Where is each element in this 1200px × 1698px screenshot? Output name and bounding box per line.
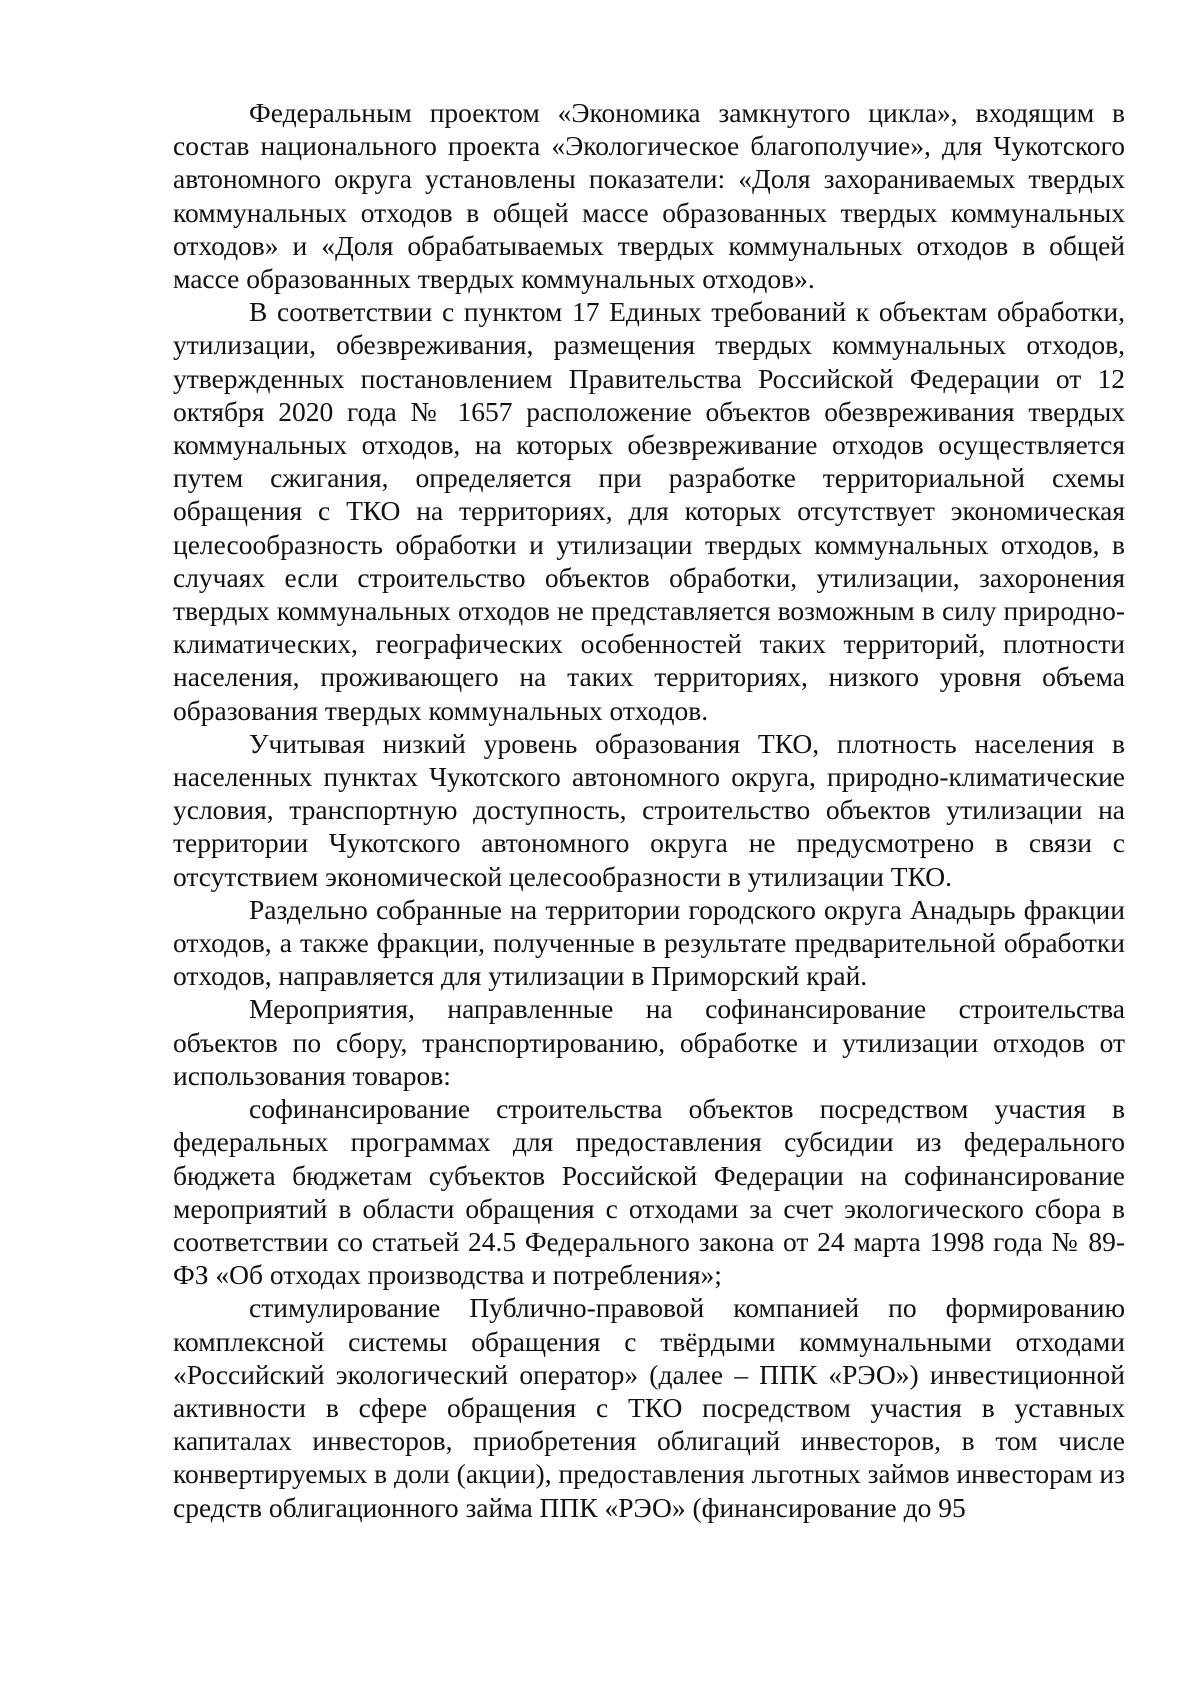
paragraph-cofinancing: софинансирование строительства объектов посредством участия в федеральных программах для предоставления субсидии из федерального бюджета бюджетам субъектов Российской Федерации на софинансирование мероприятий в области обращения с отходами за счет экологического сбора в соответствии со статьей 24.5 Федерального закона от 24 марта 1998 года № 89-ФЗ «Об отходах производства и потребления»;: [173, 1093, 1125, 1291]
paragraph-measures-intro: Мероприятия, направленные на софинансирование строительства объектов по сбору, транспортированию, обработке и утилизации отходов от использования товаров:: [173, 993, 1125, 1091]
paragraph-low-waste-level: Учитывая низкий уровень образования ТКО, плотность населения в населенных пунктах Чукотского автономного округа, природно-климатические условия, транспортную доступность, строительство объектов утилизации на территории Чукотского автономного округа не предусмотрено в связи с отсутствием экономической целесообразности в утилизации ТКО.: [173, 727, 1125, 892]
paragraph-federal-project: Федеральным проектом «Экономика замкнутого цикла», входящим в состав национального проекта «Экологическое благополучие», для Чукотского автономного округа установлены показатели: «Доля захораниваемых твердых коммунальных отходов в общей массе образованных твердых коммунальных отходов» и «Доля обрабатываемых твердых коммунальных отходов в общей массе образованных твердых коммунальных отходов».: [173, 97, 1125, 295]
paragraph-anadyr-fractions: Раздельно собранные на территории городского округа Анадырь фракции отходов, а также фракции, полученные в результате предварительной обработки отходов, направляется для утилизации в Приморский край.: [173, 893, 1125, 992]
paragraph-unified-requirements: В соответствии с пунктом 17 Единых требований к объектам обработки, утилизации, обезвреживания, размещения твердых коммунальных отходов, утвержденных постановлением Правительства Российской Федерации от 12 октября 2020 года № 1657 расположение объектов обезвреживания твердых коммунальных отходов, на которых обезвреживание отходов осуществляется путем сжигания, определяется при разработке территориальной схемы обращения с ТКО на территориях, для которых отсутствует экономическая целесообразность обработки и утилизации твердых коммунальных отходов, в случаях если строительство объектов обработки, утилизации, захоронения твердых коммунальных отходов не представляется возможным в силу природно-климатических, географических особенностей таких территорий, плотности населения, проживающего на таких территориях, низкого уровня объема образования твердых коммунальных отходов.: [173, 296, 1125, 726]
paragraph-reo-stimulation: стимулирование Публично-правовой компанией по формированию комплексной системы обращения с твёрдыми коммунальными отходами «Российский экологический оператор» (далее – ППК «РЭО») инвестиционной активности в сфере обращения с ТКО посредством участия в уставных капиталах инвесторов, приобретения облигаций инвесторов, в том числе конвертируемых в доли (акции), предоставления льготных займов инвесторам из средств облигационного займа ППК «РЭО» (финансирование до 95: [173, 1292, 1125, 1523]
document-page: [173, 96, 1125, 1524]
